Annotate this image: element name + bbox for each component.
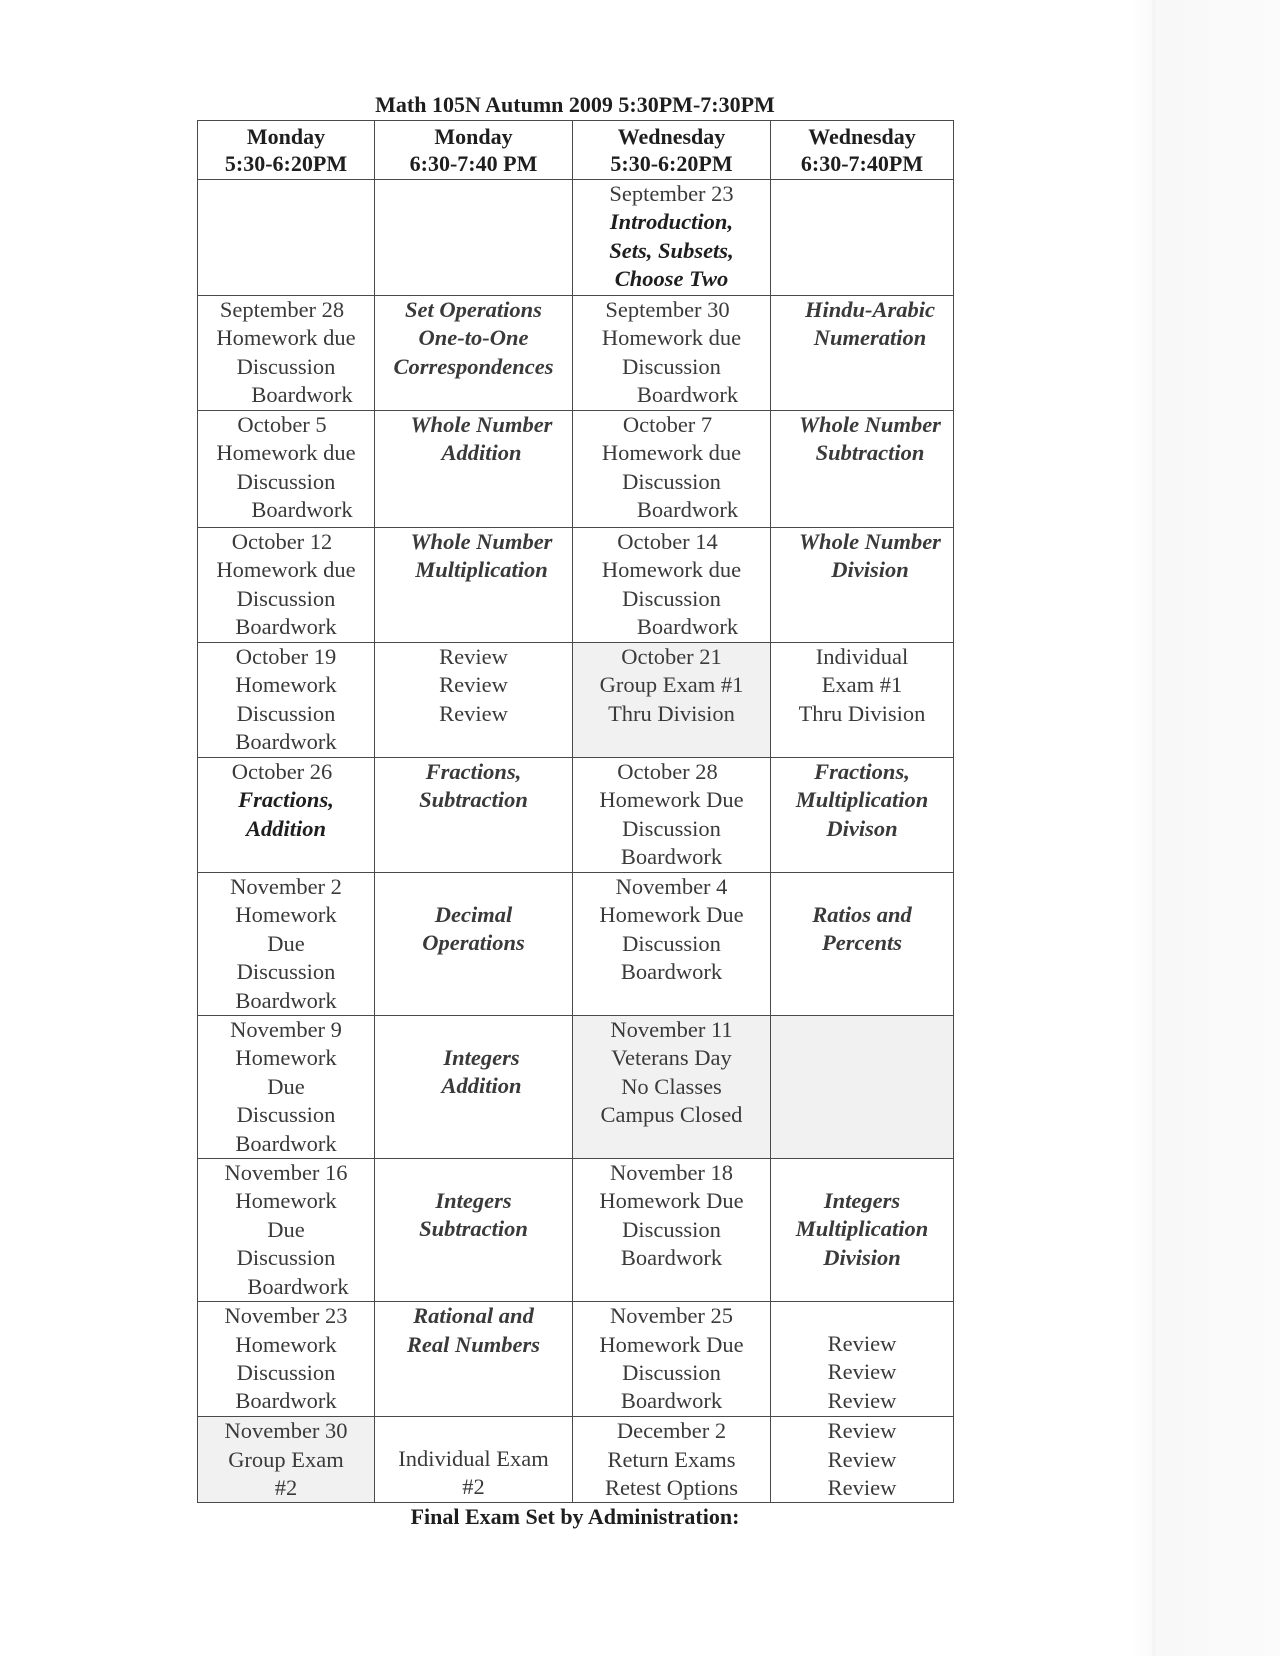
table-cell xyxy=(573,296,771,411)
table-cell xyxy=(573,1016,771,1159)
cell-text: Review xyxy=(439,700,508,726)
table-cell xyxy=(198,1159,375,1302)
header-time: 6:30-7:40 PM xyxy=(409,151,538,176)
table-cell xyxy=(573,643,771,758)
cell-date: December 2 xyxy=(616,1418,727,1444)
cell-topic: Operations xyxy=(422,930,525,956)
cell-text: Group Exam xyxy=(228,1446,344,1472)
cell-topic: Fractions, xyxy=(425,759,522,784)
cell-text: Homework Due xyxy=(599,1331,744,1357)
table-cell xyxy=(198,1016,375,1159)
table-cell xyxy=(375,1302,573,1417)
cell-text: Review xyxy=(827,1387,897,1413)
table-cell xyxy=(198,180,375,296)
cell-topic: Multiplication xyxy=(415,557,548,583)
table-row xyxy=(198,180,954,296)
table-cell xyxy=(771,758,954,873)
cell-text: Review xyxy=(827,1359,897,1385)
cell-topic: Integers xyxy=(823,1188,901,1214)
cell-topic: Sets, Subsets, xyxy=(609,237,734,263)
cell-text: Boardwork xyxy=(620,1388,723,1414)
cell-topic: Subtraction xyxy=(815,440,925,466)
table-cell xyxy=(198,1417,375,1503)
cell-text: #2 xyxy=(274,1474,298,1500)
cell-text: Homework xyxy=(235,1045,337,1071)
table-cell xyxy=(375,643,573,758)
table-cell xyxy=(771,528,954,643)
table-row xyxy=(198,873,954,1016)
cell-text: Thru Division xyxy=(608,700,735,726)
table-cell xyxy=(198,528,375,643)
cell-topic: Choose Two xyxy=(614,266,729,292)
cell-text: Boardwork xyxy=(247,1273,349,1299)
cell-text: Discussion xyxy=(622,585,721,611)
cell-date: November 25 xyxy=(609,1303,734,1329)
cell-text: Due xyxy=(267,1216,305,1242)
cell-text: Boardwork xyxy=(251,497,353,523)
cell-text: Return Exams xyxy=(607,1446,736,1472)
table-row xyxy=(198,1302,954,1417)
header-mon-late xyxy=(375,121,573,180)
table-row xyxy=(198,758,954,873)
cell-topic: Numeration xyxy=(813,325,927,351)
cell-topic: Whole Number xyxy=(410,529,553,554)
cell-topic: Whole Number xyxy=(799,529,941,554)
header-day: Wednesday xyxy=(808,124,916,149)
cell-topic: Subtraction xyxy=(419,1216,528,1242)
cell-text: Homework due xyxy=(601,557,742,583)
cell-text: Discussion xyxy=(622,468,721,494)
table-cell xyxy=(198,1302,375,1417)
cell-date: October 14 xyxy=(617,529,718,554)
cell-topic: Fractions, xyxy=(814,759,910,784)
table-cell xyxy=(573,1417,771,1503)
cell-text: Homework Due xyxy=(599,1188,744,1214)
table-cell xyxy=(771,1016,954,1159)
cell-date: October 26 xyxy=(231,759,333,784)
header-row xyxy=(198,121,954,180)
cell-text: Discussion xyxy=(236,1359,336,1385)
cell-text: Discussion xyxy=(622,1359,721,1385)
cell-date: October 5 xyxy=(237,412,327,437)
cell-text: Boardwork xyxy=(235,1388,337,1414)
table-cell xyxy=(771,1417,954,1503)
table-cell xyxy=(375,1159,573,1302)
page-edge-shadow xyxy=(1130,0,1280,1656)
cell-text: Homework Due xyxy=(599,787,744,813)
cell-topic: Addition xyxy=(245,815,327,841)
cell-text: Discussion xyxy=(622,353,721,379)
table-cell xyxy=(771,1159,954,1302)
header-time: 5:30-6:20PM xyxy=(224,151,348,176)
cell-text: Exam #1 xyxy=(821,672,903,698)
table-cell xyxy=(573,1159,771,1302)
table-cell xyxy=(375,873,573,1016)
cell-text: Homework due xyxy=(216,440,356,466)
table-cell xyxy=(573,873,771,1016)
cell-text: Boardwork xyxy=(636,497,739,523)
cell-topic: Ratios and xyxy=(812,902,912,927)
cell-date: November 16 xyxy=(224,1160,348,1186)
cell-text: Discussion xyxy=(236,700,336,726)
cell-date: October 7 xyxy=(622,412,713,437)
cell-date: October 28 xyxy=(617,759,718,784)
cell-text: Discussion xyxy=(236,1102,336,1128)
cell-topic: Division xyxy=(823,1244,901,1270)
table-cell xyxy=(375,1016,573,1159)
cell-topic: Correspondences xyxy=(393,353,554,379)
cell-text: Individual Exam xyxy=(398,1445,549,1471)
cell-date: November 30 xyxy=(224,1418,348,1444)
table-cell xyxy=(198,296,375,411)
cell-date: November 4 xyxy=(615,874,728,899)
cell-date: October 12 xyxy=(231,529,333,554)
cell-text: Discussion xyxy=(236,1245,336,1271)
table-row xyxy=(198,411,954,528)
table-cell xyxy=(375,411,573,528)
cell-topic: Whole Number xyxy=(799,412,941,437)
final-exam-note: Final Exam Set by Administration: xyxy=(410,1504,740,1529)
cell-topic: Set Operations xyxy=(405,297,542,322)
table-cell xyxy=(198,643,375,758)
header-day: Monday xyxy=(246,124,326,149)
cell-date: October 21 xyxy=(621,644,722,669)
cell-text: Boardwork xyxy=(251,382,353,408)
table-cell xyxy=(771,411,954,528)
cell-topic: Division xyxy=(831,557,909,583)
cell-topic: Divison xyxy=(826,815,898,841)
cell-text: Boardwork xyxy=(235,729,337,755)
cell-date: November 18 xyxy=(609,1160,734,1186)
cell-topic: Multiplication xyxy=(795,787,929,813)
cell-date: October 19 xyxy=(235,644,337,669)
cell-text: Discussion xyxy=(622,815,721,841)
cell-text: Homework due xyxy=(216,557,356,583)
cell-text: Review xyxy=(439,644,508,669)
table-cell xyxy=(198,411,375,528)
cell-topic: Subtraction xyxy=(419,787,528,813)
table-cell xyxy=(375,1417,573,1503)
cell-text: Discussion xyxy=(236,959,336,985)
cell-text: Boardwork xyxy=(620,844,723,870)
table-cell xyxy=(771,1302,954,1417)
table-cell xyxy=(771,873,954,1016)
schedule-table xyxy=(197,120,954,1503)
header-day: Wednesday xyxy=(617,124,726,149)
cell-text: Due xyxy=(267,930,305,956)
header-mon-early xyxy=(198,121,375,180)
cell-text: Discussion xyxy=(236,353,336,379)
table-cell xyxy=(573,411,771,528)
table-cell xyxy=(198,873,375,1016)
cell-text: Homework due xyxy=(601,325,742,351)
cell-date: November 11 xyxy=(610,1017,733,1043)
cell-text: Boardwork xyxy=(235,1130,337,1156)
cell-topic: One-to-One xyxy=(418,325,529,351)
table-row xyxy=(198,643,954,758)
cell-topic: Addition xyxy=(441,440,522,466)
cell-topic: Multiplication xyxy=(795,1216,929,1242)
cell-topic: Whole Number xyxy=(410,412,553,437)
cell-topic: Percents xyxy=(822,930,902,956)
table-cell xyxy=(375,296,573,411)
table-cell xyxy=(573,528,771,643)
cell-text: Thru Division xyxy=(798,700,926,726)
cell-topic: Hindu-Arabic xyxy=(804,297,936,322)
cell-text: Boardwork xyxy=(620,1245,723,1271)
cell-text: Review xyxy=(827,1446,897,1472)
cell-topic: Real Numbers xyxy=(406,1331,541,1357)
cell-text: Review xyxy=(827,1474,897,1500)
cell-text: Review xyxy=(827,1330,897,1356)
cell-text: Homework Due xyxy=(599,902,744,928)
cell-text: Boardwork xyxy=(235,614,337,640)
cell-text: Retest Options xyxy=(604,1474,739,1500)
table-row xyxy=(198,296,954,411)
table-row xyxy=(198,528,954,643)
cell-text: Individual xyxy=(815,644,909,669)
cell-date: November 2 xyxy=(230,874,342,899)
table-cell xyxy=(771,180,954,296)
schedule-title: Math 105N Autumn 2009 5:30PM-7:30PM xyxy=(375,92,775,117)
cell-topic: Introduction, xyxy=(609,209,734,235)
table-cell xyxy=(375,180,573,296)
table-row xyxy=(198,1159,954,1302)
table-cell xyxy=(573,180,771,296)
cell-text: Homework xyxy=(235,672,337,698)
cell-date: September 28 xyxy=(219,297,345,322)
cell-text: No Classes xyxy=(621,1073,722,1099)
table-row xyxy=(198,1417,954,1503)
cell-text: Discussion xyxy=(622,1216,721,1242)
table-cell xyxy=(375,758,573,873)
table-row xyxy=(198,1016,954,1159)
cell-topic: Rational and xyxy=(413,1303,534,1329)
cell-text: Boardwork xyxy=(620,959,723,985)
cell-date: September 30 xyxy=(605,297,730,322)
cell-text: Discussion xyxy=(236,585,336,611)
table-cell xyxy=(771,296,954,411)
cell-topic: Integers xyxy=(443,1045,520,1071)
cell-text: Review xyxy=(439,672,508,698)
cell-text: Due xyxy=(267,1073,305,1099)
cell-text: Homework due xyxy=(216,325,356,351)
cell-topic: Fractions, xyxy=(238,787,334,813)
cell-date: September 23 xyxy=(609,181,734,206)
table-cell xyxy=(573,758,771,873)
cell-text: #2 xyxy=(462,1473,485,1499)
table-cell xyxy=(771,643,954,758)
cell-text: Review xyxy=(827,1418,897,1444)
cell-text: Boardwork xyxy=(235,987,337,1013)
cell-date: November 9 xyxy=(230,1017,342,1043)
cell-text: Homework xyxy=(235,1188,337,1214)
cell-topic: Decimal xyxy=(434,902,513,927)
header-day: Monday xyxy=(434,124,513,149)
cell-topic: Addition xyxy=(441,1073,522,1099)
cell-date: November 23 xyxy=(224,1303,348,1329)
cell-text: Discussion xyxy=(622,930,721,956)
cell-text: Boardwork xyxy=(636,382,739,408)
table-cell xyxy=(375,528,573,643)
header-wed-early xyxy=(573,121,771,180)
cell-text: Veterans Day xyxy=(611,1045,732,1071)
header-wed-late xyxy=(771,121,954,180)
cell-text: Campus Closed xyxy=(600,1102,743,1128)
cell-topic: Integers xyxy=(435,1188,512,1214)
cell-text: Boardwork xyxy=(636,614,739,640)
table-cell xyxy=(573,1302,771,1417)
table-cell xyxy=(198,758,375,873)
cell-text: Homework xyxy=(235,902,337,928)
cell-text: Homework xyxy=(235,1331,337,1357)
cell-text: Group Exam #1 xyxy=(599,672,744,698)
cell-text: Homework due xyxy=(601,440,742,466)
header-time: 6:30-7:40PM xyxy=(800,151,924,176)
cell-text: Discussion xyxy=(236,468,336,494)
header-time: 5:30-6:20PM xyxy=(610,151,733,176)
